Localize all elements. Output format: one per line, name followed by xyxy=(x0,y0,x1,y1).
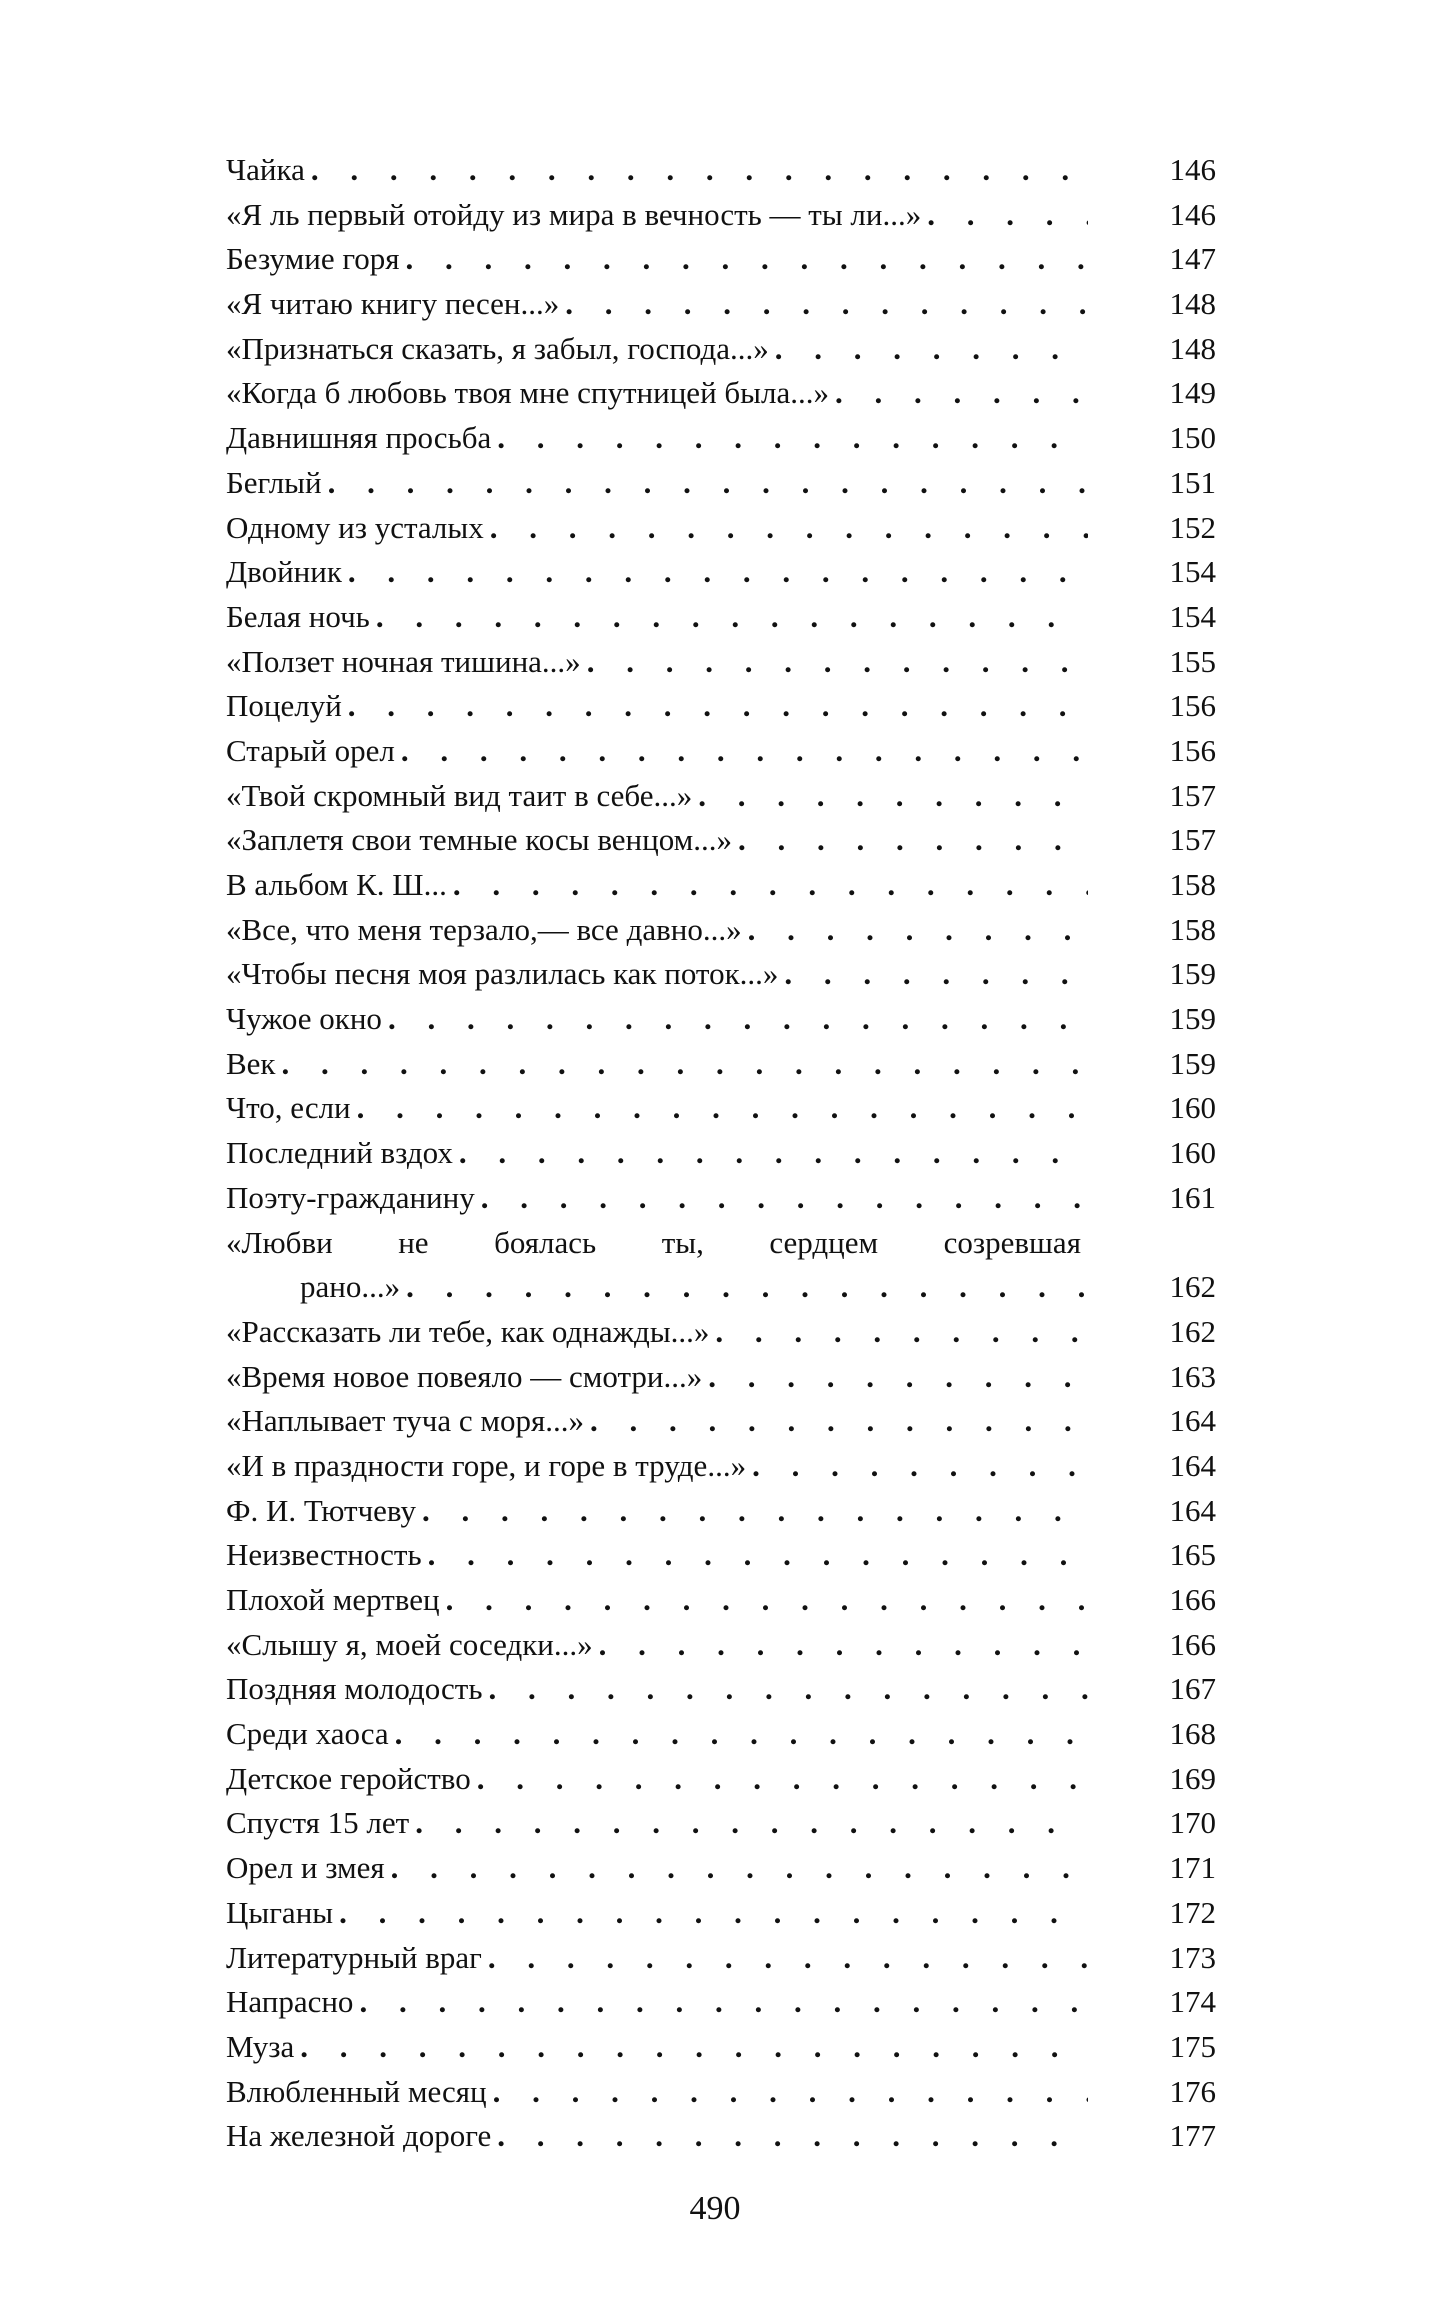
dot-leader xyxy=(282,1042,1089,1087)
toc-entry-page: 155 xyxy=(1169,643,1216,679)
toc-entry-page: 150 xyxy=(1169,420,1216,456)
toc-entry-word: созревшая xyxy=(943,1224,1081,1260)
toc-entry-page: 170 xyxy=(1169,1805,1216,1841)
toc-entry xyxy=(226,506,1216,551)
toc-entry-title: «Я ль первый отойду из мира в вечность — ты ли...» xyxy=(226,196,922,232)
toc-entry-title: Чужое окно xyxy=(226,1001,382,1037)
toc-entry-page: 174 xyxy=(1169,1984,1216,2020)
dot-leader xyxy=(311,148,1088,193)
dot-leader xyxy=(339,1891,1088,1936)
toc-entry xyxy=(226,1980,1216,2025)
dot-leader xyxy=(359,1980,1088,2025)
dot-leader xyxy=(748,908,1088,953)
dot-leader xyxy=(488,1936,1088,1981)
toc-entry-page: 166 xyxy=(1169,1582,1216,1617)
toc-entry-title: «Слышу я, моей соседки...» xyxy=(226,1626,593,1662)
toc-entry-page: 173 xyxy=(1169,1939,1216,1975)
dot-leader xyxy=(446,1578,1088,1623)
table-of-contents xyxy=(226,148,1216,2159)
toc-entry-page: 154 xyxy=(1169,554,1216,590)
toc-entry xyxy=(226,1086,1216,1131)
toc-entry-page: 164 xyxy=(1169,1447,1216,1483)
toc-entry-title: Последний вздох xyxy=(226,1135,453,1171)
toc-entry xyxy=(226,1489,1216,1534)
toc-entry xyxy=(226,461,1216,506)
dot-leader xyxy=(453,863,1088,908)
toc-entry-title: Неизвестность xyxy=(226,1537,422,1573)
dot-leader xyxy=(493,2070,1088,2115)
toc-entry-page: 164 xyxy=(1169,1492,1216,1528)
toc-entry-title: Орел и змея xyxy=(226,1850,385,1886)
toc-entry xyxy=(226,595,1216,640)
toc-entry-title: «Чтобы песня моя разлилась как поток...» xyxy=(226,956,779,992)
dot-leader xyxy=(481,1176,1088,1221)
toc-entry-page: 177 xyxy=(1169,2118,1216,2154)
toc-entry-page: 171 xyxy=(1169,1850,1216,1886)
dot-leader xyxy=(348,550,1088,595)
toc-entry xyxy=(226,1444,1216,1489)
toc-entry-title: Безумие горя xyxy=(226,241,400,277)
toc-entry-page: 168 xyxy=(1169,1716,1216,1752)
toc-entry-title: Литературный враг xyxy=(226,1939,482,1975)
toc-entry-title: Цыганы xyxy=(226,1894,334,1930)
toc-entry xyxy=(226,1578,1216,1623)
dot-leader xyxy=(328,461,1088,506)
dot-leader xyxy=(927,193,1088,238)
dot-leader xyxy=(738,818,1088,863)
toc-entry-title: Чайка xyxy=(226,152,305,187)
dot-leader xyxy=(497,416,1088,461)
dot-leader xyxy=(715,1310,1088,1355)
dot-leader xyxy=(497,2114,1088,2159)
toc-entry-page: 158 xyxy=(1169,867,1216,902)
toc-entry-title: На железной дороге xyxy=(226,2118,492,2154)
toc-entry xyxy=(226,1042,1216,1087)
toc-entry-page: 162 xyxy=(1169,1313,1216,1349)
toc-entry-title: Поздняя молодость xyxy=(226,1671,483,1707)
toc-entry xyxy=(226,952,1216,997)
toc-entry-page: 166 xyxy=(1169,1626,1216,1662)
toc-entry-page: 158 xyxy=(1169,911,1216,947)
toc-entry-page: 160 xyxy=(1169,1090,1216,1126)
toc-entry-title: Что, если xyxy=(226,1090,351,1126)
toc-entry-page: 154 xyxy=(1169,598,1216,634)
toc-entry-title: Напрасно xyxy=(226,1984,354,2020)
toc-entry xyxy=(226,2114,1216,2159)
toc-entry-word: «Любви xyxy=(226,1224,333,1260)
toc-entry-title: «Заплетя свои темные косы венцом...» xyxy=(226,822,732,858)
dot-leader xyxy=(835,371,1088,416)
toc-entries-group-1 xyxy=(226,148,1216,1221)
toc-entry xyxy=(226,684,1216,729)
toc-entry-title: Спустя 15 лет xyxy=(226,1805,410,1841)
toc-entry-page: 164 xyxy=(1169,1403,1216,1439)
toc-entry-page: 152 xyxy=(1169,509,1216,545)
toc-entry-title: «Признаться сказать, я забыл, господа...» xyxy=(226,330,769,366)
toc-entry-page: 162 xyxy=(1169,1269,1216,1305)
toc-entry xyxy=(226,1623,1216,1668)
toc-entry xyxy=(226,863,1216,908)
toc-entry xyxy=(226,550,1216,595)
toc-entry-page: 149 xyxy=(1169,375,1216,411)
dot-leader xyxy=(357,1086,1088,1131)
toc-entry-page: 146 xyxy=(1169,196,1216,232)
toc-entry xyxy=(226,1891,1216,1936)
toc-entry-page: 148 xyxy=(1169,330,1216,366)
toc-entry-word: не xyxy=(398,1224,429,1260)
toc-entry-word: сердцем xyxy=(769,1224,879,1260)
toc-entry-title: «Рассказать ли тебе, как однажды...» xyxy=(226,1313,710,1349)
toc-entry-page: 163 xyxy=(1169,1358,1216,1394)
toc-entry-page: 165 xyxy=(1169,1537,1216,1573)
page-number: 490 xyxy=(689,2190,741,2227)
toc-entry-wrapped-line1 xyxy=(226,1221,1216,1266)
dot-leader xyxy=(406,1265,1088,1310)
dot-leader xyxy=(348,684,1088,729)
toc-entry xyxy=(226,997,1216,1042)
toc-entry-title: «И в праздности горе, и горе в труде...» xyxy=(226,1447,747,1483)
toc-entry-title: Среди хаоса xyxy=(226,1716,389,1752)
toc-entry-title: Старый орел xyxy=(226,732,395,768)
toc-entry xyxy=(226,1712,1216,1757)
dot-leader xyxy=(784,952,1088,997)
toc-entry xyxy=(226,774,1216,819)
dot-leader xyxy=(752,1444,1088,1489)
dot-leader xyxy=(775,327,1088,372)
toc-entry-title: Ф. И. Тютчеву xyxy=(226,1492,416,1528)
toc-entry-wrapped-line2 xyxy=(226,1265,1216,1310)
toc-entry xyxy=(226,371,1216,416)
dot-leader xyxy=(459,1131,1088,1176)
toc-entry xyxy=(226,1310,1216,1355)
toc-entry-page: 159 xyxy=(1169,1001,1216,1037)
toc-entry xyxy=(226,327,1216,372)
toc-entry-title: «Все, что меня терзало,— все давно...» xyxy=(226,911,742,947)
toc-entry-title: Поэту-гражданину xyxy=(226,1179,475,1215)
dot-leader xyxy=(388,997,1088,1042)
dot-leader xyxy=(391,1846,1088,1891)
dot-leader xyxy=(401,729,1088,774)
toc-entry xyxy=(226,1801,1216,1846)
toc-entry xyxy=(226,193,1216,238)
toc-entry-page: 159 xyxy=(1169,1045,1216,1081)
toc-entry-title: «Я читаю книгу песен...» xyxy=(226,286,560,322)
toc-entry-page: 172 xyxy=(1169,1894,1216,1930)
toc-entry-page: 169 xyxy=(1169,1760,1216,1796)
toc-entry-word: боялась xyxy=(494,1224,597,1260)
toc-entry-page: 160 xyxy=(1169,1135,1216,1171)
toc-entry-title: Давнишняя просьба xyxy=(226,420,492,456)
toc-entry-page: 156 xyxy=(1169,688,1216,724)
dot-leader xyxy=(488,1667,1088,1712)
toc-entry-title: Век xyxy=(226,1045,276,1081)
toc-entry-title: Поцелуй xyxy=(226,688,342,724)
dot-leader xyxy=(428,1533,1088,1578)
toc-entry xyxy=(226,148,1216,193)
toc-entry xyxy=(226,640,1216,685)
toc-entry xyxy=(226,729,1216,774)
dot-leader xyxy=(698,774,1088,819)
toc-entry-title: «Твой скромный вид таит в себе...» xyxy=(226,777,693,813)
toc-entry-title: Белая ночь xyxy=(226,598,370,634)
toc-entry xyxy=(226,2025,1216,2070)
toc-entry-page: 157 xyxy=(1169,822,1216,858)
toc-entry-title-line2: рано...» xyxy=(300,1269,401,1305)
toc-entry xyxy=(226,1355,1216,1400)
dot-leader xyxy=(395,1712,1088,1757)
toc-entry xyxy=(226,1399,1216,1444)
dot-leader xyxy=(599,1623,1088,1668)
toc-entry-page: 159 xyxy=(1169,956,1216,992)
dot-leader xyxy=(490,506,1088,551)
dot-leader xyxy=(415,1801,1088,1846)
toc-entry xyxy=(226,1757,1216,1802)
toc-entry-page: 161 xyxy=(1169,1179,1216,1215)
toc-entry-word: ты, xyxy=(661,1224,704,1260)
dot-leader xyxy=(708,1355,1088,1400)
dot-leader xyxy=(406,237,1088,282)
toc-entry-page: 157 xyxy=(1169,777,1216,813)
toc-entry xyxy=(226,1667,1216,1712)
toc-entry xyxy=(226,1131,1216,1176)
toc-entry xyxy=(226,282,1216,327)
toc-entry-title-line1 xyxy=(226,1221,1081,1266)
dot-leader xyxy=(587,640,1088,685)
toc-entry-title: Влюбленный месяц xyxy=(226,2073,487,2109)
dot-leader xyxy=(300,2025,1088,2070)
toc-entry xyxy=(226,818,1216,863)
toc-entry xyxy=(226,416,1216,461)
dot-leader xyxy=(422,1489,1088,1534)
toc-entry-page: 175 xyxy=(1169,2028,1216,2064)
dot-leader xyxy=(565,282,1088,327)
toc-entry-page: 148 xyxy=(1169,286,1216,322)
toc-entry-page: 176 xyxy=(1169,2073,1216,2109)
toc-entry xyxy=(226,908,1216,953)
toc-entry xyxy=(226,1176,1216,1221)
toc-entry xyxy=(226,1846,1216,1891)
toc-entry-title: «Время новое повеяло — смотри...» xyxy=(226,1358,703,1394)
toc-entry-title: «Ползет ночная тишина...» xyxy=(226,643,581,679)
toc-entry-title: Детское геройство xyxy=(226,1760,471,1796)
toc-entry-title: Двойник xyxy=(226,554,342,590)
dot-leader xyxy=(376,595,1088,640)
toc-entry-title: В альбом К. Ш... xyxy=(226,867,447,902)
toc-entry-page: 147 xyxy=(1169,241,1216,277)
toc-entry-page: 167 xyxy=(1169,1671,1216,1707)
toc-entry xyxy=(226,1533,1216,1578)
toc-entry xyxy=(226,2070,1216,2115)
toc-entry-page: 146 xyxy=(1169,152,1216,187)
toc-entry-title: Одному из усталых xyxy=(226,509,484,545)
toc-entries-group-2 xyxy=(226,1310,1216,2159)
toc-entry-title: Муза xyxy=(226,2028,295,2064)
toc-entry xyxy=(226,1936,1216,1981)
toc-entry xyxy=(226,237,1216,282)
toc-entry-title: Плохой мертвец xyxy=(226,1582,440,1617)
dot-leader xyxy=(477,1757,1088,1802)
toc-entry-title: «Когда б любовь твоя мне спутницей была...» xyxy=(226,375,829,411)
toc-entry-title: Беглый xyxy=(226,464,322,500)
dot-leader xyxy=(590,1399,1088,1444)
toc-entry-page: 151 xyxy=(1169,464,1216,500)
toc-entry-title: «Наплывает туча с моря...» xyxy=(226,1403,585,1439)
toc-entry-page: 156 xyxy=(1169,732,1216,768)
